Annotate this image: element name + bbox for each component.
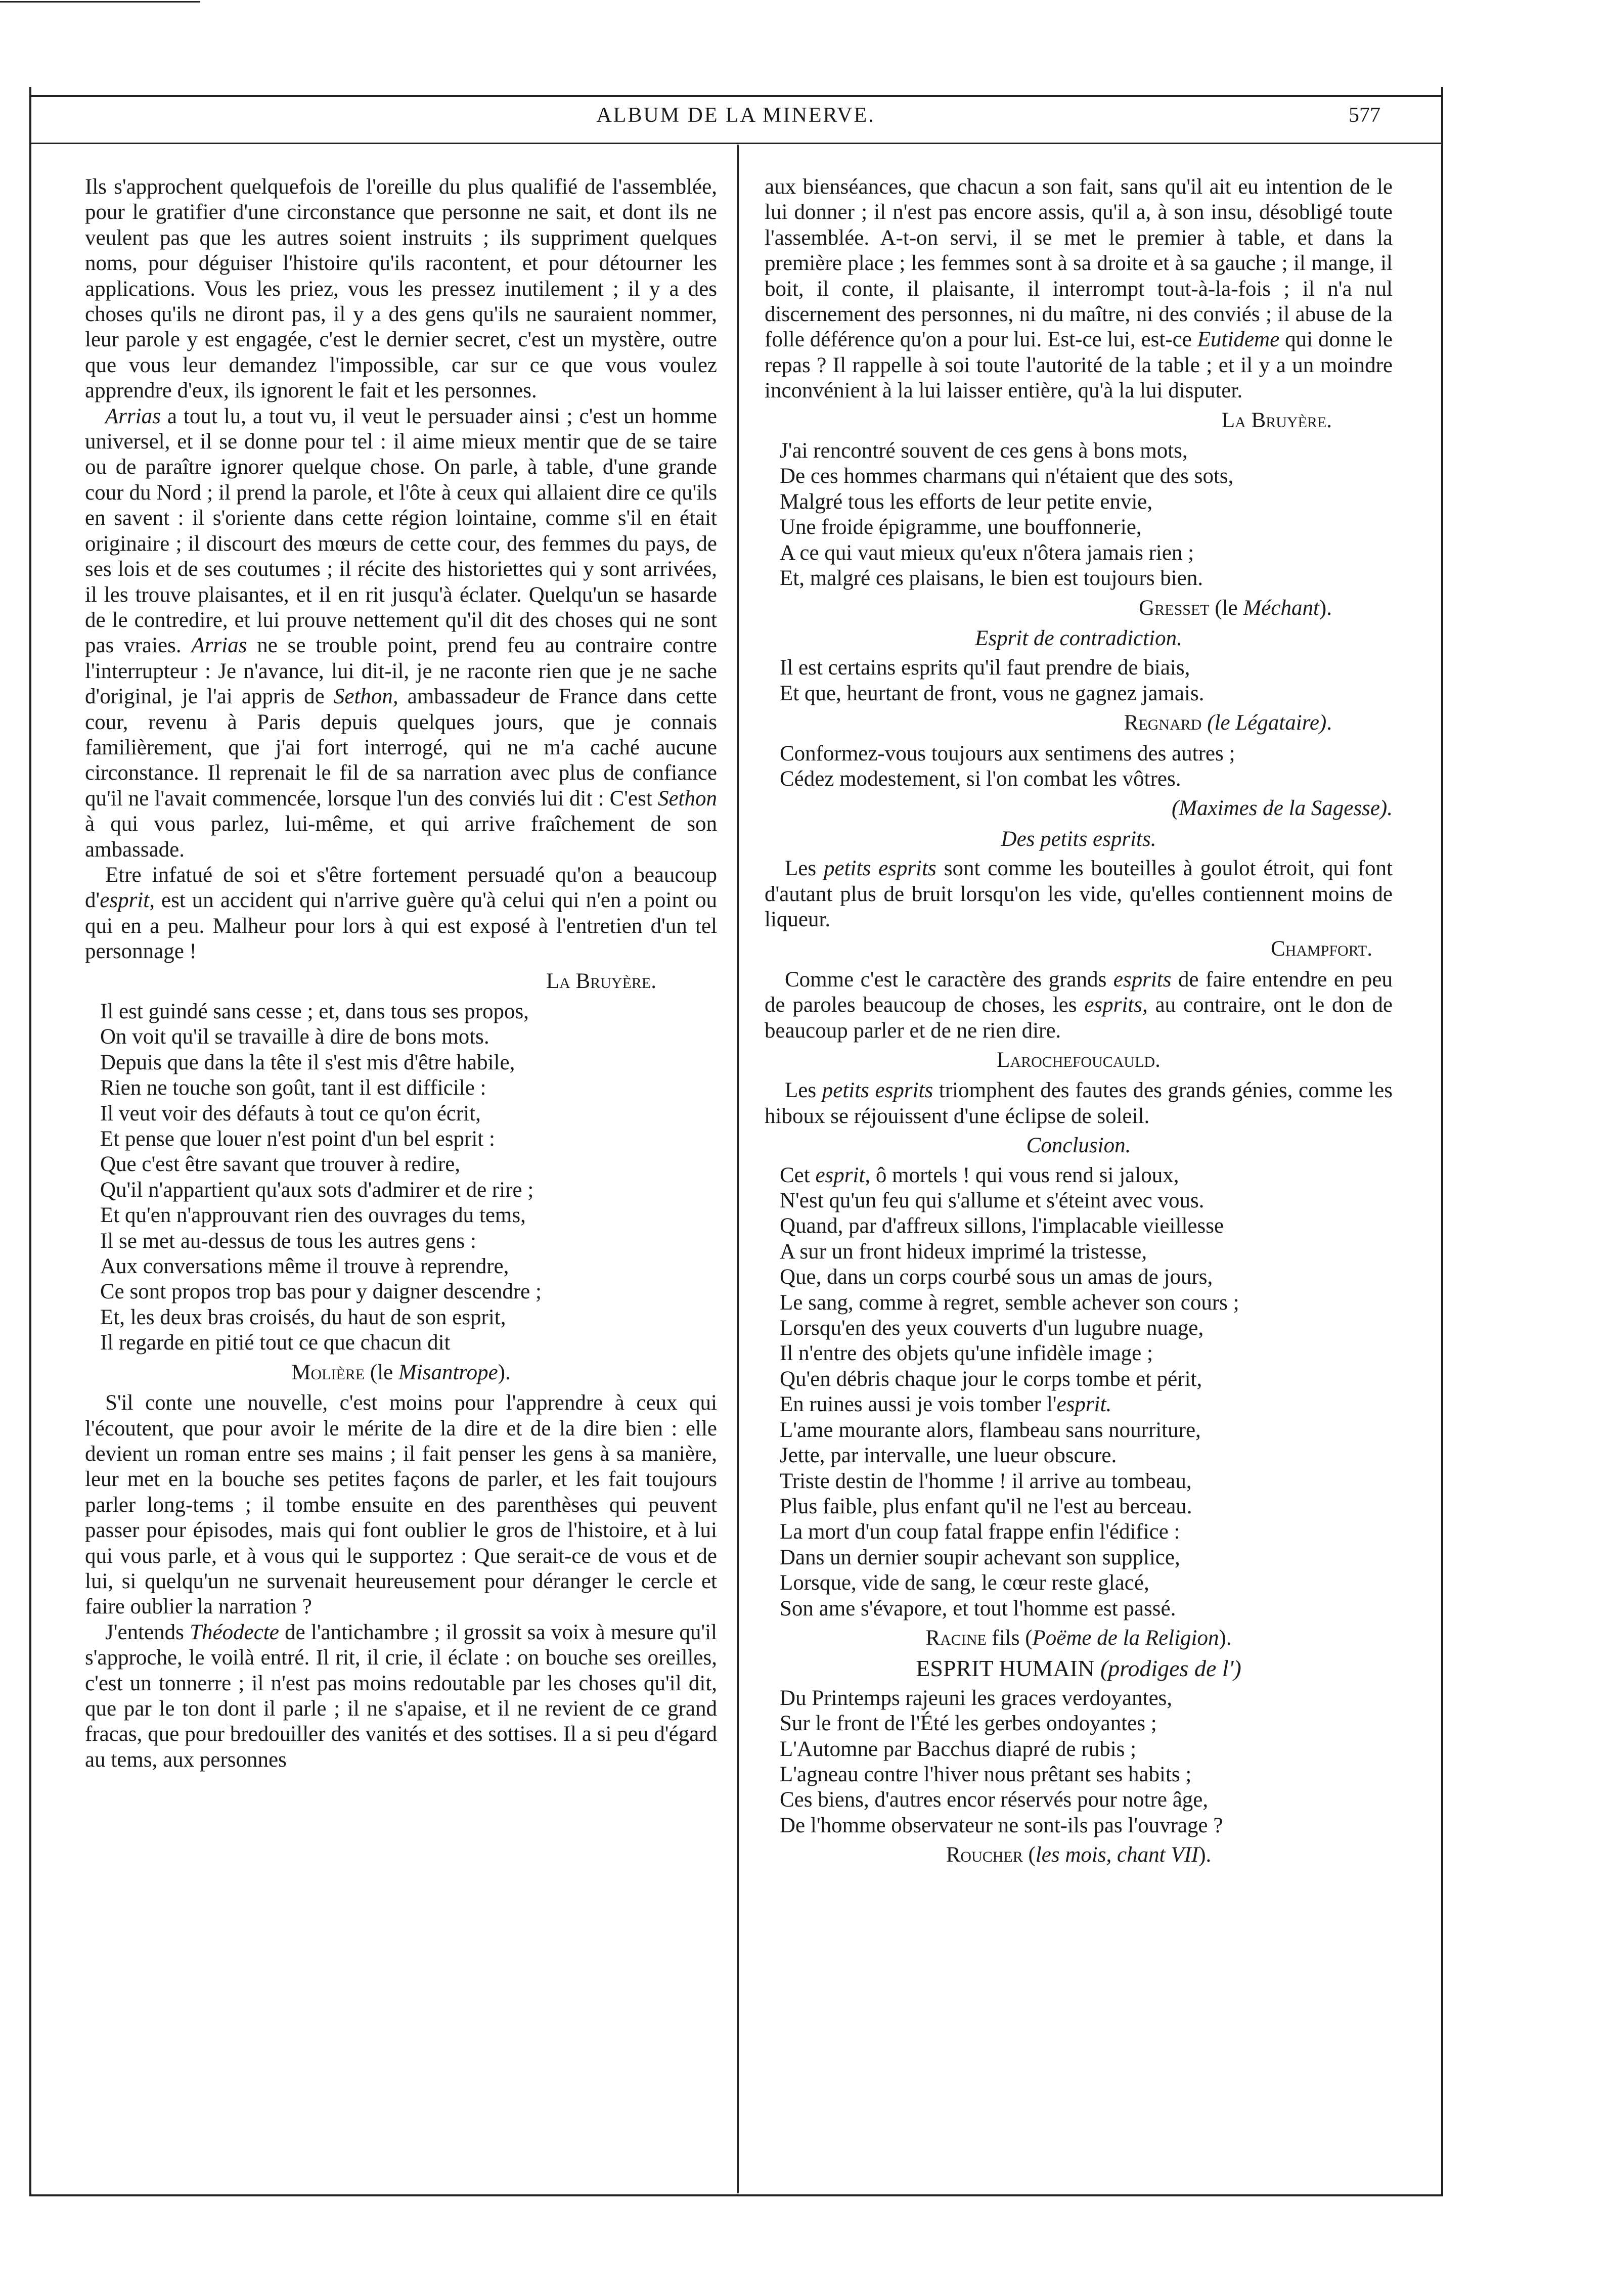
verse-line: Son ame s'évapore, et tout l'homme est passé.	[780, 1596, 1176, 1620]
right-column	[765, 174, 1393, 1873]
left-column	[85, 174, 717, 1773]
page-number: 577	[1349, 104, 1380, 127]
verse-line: Le sang, comme à regret, semble achever son cours ;	[780, 1290, 1239, 1315]
verse-line: J'ai rencontré souvent de ces gens à bons mots,	[780, 439, 1188, 463]
attribution: Larochefoucauld.	[997, 1048, 1161, 1072]
verse-line: Ce sont propos trop bas pour y daigner descendre ;	[100, 1280, 542, 1304]
verse-line: Plus faible, plus enfant qu'il ne l'est au berceau.	[780, 1494, 1192, 1518]
header-rule-bottom	[29, 143, 1443, 144]
section-title: Des petits esprits.	[1001, 827, 1156, 851]
verse-line: Il n'entre des objets qu'une infidèle image ;	[780, 1341, 1153, 1366]
paragraph: aux bienséances, que chacun a son fait, sans qu'il ait eu intention de le lui donner ; il n'est pas encore assis, qu'il a, à son insu, désobligé toute l'assemblée. A-t-on servi, il se met le premier à table, et dans la première place ; les femmes sont à sa droite et à sa gauche ; il mange, il boit, il conte, il plaisante, il interrompt tout-à-la-fois ; il n'a nul discernement des personnes, ni du maître, ni des conviés ; il abuse de la folle déférence qu'on a pour lui. Est-ce lui, est-ce Eutideme qui donne le repas ? Il rappelle à soi toute l'autorité de la table ; et il y a un moindre inconvénient à la lui laisser entière, qu'à la lui disputer.	[765, 175, 1393, 403]
attribution: La Bruyère.	[546, 969, 656, 993]
character-name: Sethon,	[333, 685, 398, 709]
verse-line: Qu'il n'appartient qu'aux sots d'admirer et de rire ;	[100, 1178, 534, 1202]
paragraph: Comme c'est le caractère des grands esprits de faire entendre en peu de paroles beaucoup de choses, les esprits, au contraire, ont le don de beaucoup parler et de ne rien dire.	[765, 967, 1393, 1043]
poem	[780, 438, 1393, 591]
character-name: Eutideme	[1197, 328, 1280, 352]
verse-line: Conformez-vous toujours aux sentimens des autres ;	[780, 741, 1235, 766]
running-header	[30, 99, 1441, 142]
verse-line: Depuis que dans la tête il s'est mis d'être habile,	[100, 1050, 515, 1074]
verse-line: Et pense que louer n'est point d'un bel esprit :	[100, 1127, 495, 1151]
character-name: Arrias	[105, 404, 161, 428]
verse-line: Qu'en débris chaque jour le corps tombe et périt,	[780, 1367, 1202, 1391]
verse-line: Rien ne touche son goût, tant il est difficile :	[100, 1076, 486, 1100]
section-title: ESPRIT HUMAIN (prodiges de l')	[916, 1655, 1241, 1682]
verse-line: Il est guindé sans cesse ; et, dans tous ses propos,	[100, 1000, 529, 1023]
verse-line: On voit qu'il se travaille à dire de bons mots.	[100, 1025, 489, 1049]
journal-title: ALBUM DE LA MINERVE.	[596, 104, 875, 127]
paragraph: Les petits esprits sont comme les bouteilles à goulot étroit, qui font d'autant plus de bruit lorsqu'on les vide, qu'elles contiennent moins de liqueur.	[765, 857, 1393, 931]
verse-line: Lorsqu'en des yeux couverts d'un lugubre nuage,	[780, 1316, 1204, 1340]
character-name: Arrias	[191, 634, 247, 658]
poem	[780, 741, 1393, 792]
verse-line: Malgré tous les efforts de leur petite envie,	[780, 489, 1153, 514]
attribution: Champfort.	[1270, 937, 1372, 961]
verse-line: L'agneau contre l'hiver nous prêtant ses habits ;	[780, 1762, 1192, 1786]
character-name: Sethon	[657, 786, 717, 811]
verse-line: Et que, heurtant de front, vous ne gagnez jamais.	[780, 681, 1204, 705]
header-rule-top	[29, 95, 1443, 97]
paragraph: Arrias a tout lu, a tout vu, il veut le persuader ainsi ; c'est un homme universel, et il se donne pour tel : il aime mieux mentir que de se taire ou de paraître ignorer quelque chose. On parle, à table, d'une grande cour du Nord ; il prend la parole, et l'ôte à ceux qui allaient dire ce qu'ils en savent : il s'oriente dans cette région lointaine, comme s'il en était originaire ; il discourt des mœurs de cette cour, des femmes du pays, de ses lois et de ses coutumes ; il récite des historiettes qui y sont arrivées, il les trouve plaisantes, et il en rit jusqu'à éclater. Quelqu'un se hasarde de le contredire, et lui prouve nettement qu'il dit des choses qui ne sont pas vraies. Arrias ne se trouble point, prend feu au contraire contre l'interrupteur : Je n'avance, lui dit-il, je ne raconte rien que je ne sache d'original, je l'ai appris de Sethon, ambassadeur de France dans cette cour, revenu à Paris depuis quelques jours, que je connais familièrement, que j'ai fort interrogé, qui ne m'a caché aucune circonstance. Il reprenait le fil de sa narration avec plus de confiance qu'il ne l'avait commencée, lorsque l'un des conviés lui dit : C'est Sethon à qui vous parlez, lui-même, et qui arrive fraîchement de son ambassade.	[85, 404, 717, 862]
verse-line: L'ame mourante alors, flambeau sans nourriture,	[780, 1418, 1201, 1442]
verse-line: Aux conversations même il trouve à reprendre,	[100, 1254, 509, 1279]
verse-line: Il veut voir des défauts à tout ce qu'on écrit,	[100, 1101, 481, 1126]
verse-line: A sur un front hideux imprimé la tristesse,	[780, 1239, 1147, 1264]
column-divider	[737, 145, 739, 2193]
poem	[100, 999, 717, 1356]
verse-line: Jette, par intervalle, une lueur obscure.	[780, 1444, 1117, 1468]
verse-line: A ce qui vaut mieux qu'eux n'ôtera jamais rien ;	[780, 541, 1194, 565]
verse-line: L'Automne par Bacchus diapré de rubis ;	[780, 1737, 1137, 1761]
verse-line: Et qu'en n'approuvant rien des ouvrages du tems,	[100, 1203, 526, 1228]
verse-line: N'est qu'un feu qui s'allume et s'éteint avec vous.	[780, 1189, 1204, 1213]
verse-line: Sur le front de l'Été les gerbes ondoyantes ;	[780, 1712, 1157, 1736]
paragraph: Ils s'approchent quelquefois de l'oreille du plus qualifié de l'assemblée, pour le gratifier d'une circonstance que personne ne sait, et dont ils ne veulent pas que les autres soient instruits ; ils suppriment quelques noms, pour déguiser l'histoire qu'ils racontent, et pour détourner les applications. Vous les priez, vous les pressez inutilement ; il y a des choses qu'ils ne diront pas, il y a des gens qu'ils ne sauraient nommer, leur parole y est engagée, c'est le dernier secret, c'est un mystère, outre que vous leur demandez l'impossible, car sur ce que vous voulez apprendre d'eux, ils ignorent le fait et les personnes.	[85, 175, 717, 403]
poem	[780, 655, 1393, 706]
verse-line: Dans un dernier soupir achevant son supplice,	[780, 1545, 1180, 1569]
paragraph: J'entends Théodecte de l'antichambre ; il grossit sa voix à mesure qu'il s'approche, le voilà entré. Il rit, il crie, il éclate : on bouche ses oreilles, c'est un tonnerre ; il n'est pas moins redoutable par les choses qu'il dit, que par le ton dont il parle ; il ne s'apaise, et il ne revient de ce grand fracas, que pour bredouiller des vanités et des sottises. Il a si peu d'égard au tems, aux personnes	[85, 1620, 717, 1772]
verse-line: Quand, par d'affreux sillons, l'implacable vieillesse	[780, 1214, 1224, 1238]
verse-line: Cédez modestement, si l'on combat les vôtres.	[780, 767, 1181, 791]
section-title: Esprit de contradiction.	[975, 626, 1182, 650]
section-title: Conclusion.	[1026, 1134, 1131, 1158]
attribution: La Bruyère.	[1221, 408, 1332, 432]
verse-line: La mort d'un coup fatal frappe enfin l'édifice :	[780, 1520, 1180, 1544]
verse-line: Que, dans un corps courbé sous un amas de jours,	[780, 1265, 1213, 1289]
paragraph: S'il conte une nouvelle, c'est moins pour l'apprendre à ceux qui l'écoutent, que pour avoir le mérite de la dire et de la dire bien : elle devient un roman entre ses mains ; il fait penser les gens à sa manière, leur met en la bouche ses petites façons de parler, et les fait toujours parler long-tems ; il tombe ensuite en des parenthèses qui peuvent passer pour épisodes, mais qui font oublier le gros de l'histoire, et à lui qui vous parle, et à vous qui le supportez : Que serait-ce de vous et de lui, si quelqu'un ne survenait heureusement pour déranger le cercle et faire oublier la narration ?	[85, 1391, 717, 1619]
verse-line: Et, les deux bras croisés, du haut de son esprit,	[100, 1305, 506, 1329]
verse-line: Il est certains esprits qu'il faut prendre de biais,	[780, 656, 1190, 680]
verse-line: Du Printemps rajeuni les graces verdoyantes,	[780, 1686, 1173, 1710]
paragraph: Les petits esprits triomphent des fautes des grands génies, comme les hiboux se réjouissent d'une éclipse de soleil.	[765, 1078, 1393, 1128]
verse-line: De ces hommes charmans qui n'étaient que des sots,	[780, 464, 1234, 488]
verse-line: Et, malgré ces plaisans, le bien est toujours bien.	[780, 566, 1203, 591]
verse-line: Triste destin de l'homme ! il arrive au tombeau,	[780, 1469, 1192, 1493]
poem	[780, 1163, 1393, 1622]
poem	[780, 1686, 1393, 1838]
paragraph: Etre infatué de soi et s'être fortement persuadé qu'on a beaucoup d'esprit, est un accident qui n'arrive guère qu'à celui qui n'en a point ou qui en a peu. Malheur pour lors à qui est exposé à l'entretien d'un tel personnage !	[85, 863, 717, 964]
verse-line: Que c'est être savant que trouver à redire,	[100, 1152, 461, 1177]
verse-line: Une froide épigramme, une bouffonnerie,	[780, 515, 1142, 539]
verse-line: Il se met au-dessus de tous les autres gens :	[100, 1229, 476, 1253]
attribution: Roucher (les mois, chant VII).	[946, 1843, 1212, 1867]
verse-line: Lorsque, vide de sang, le cœur reste glacé,	[780, 1571, 1149, 1595]
attribution: Regnard (le Légataire).	[1124, 711, 1332, 735]
verse-line: Il regarde en pitié tout ce que chacun dit	[100, 1331, 451, 1355]
attribution: (Maximes de la Sagesse).	[1171, 796, 1393, 821]
verse-line: En ruines aussi je vois tomber l'esprit.	[780, 1392, 1112, 1417]
attribution: Molière (le Misantrope).	[291, 1360, 511, 1384]
attribution: Racine fils (Poëme de la Religion).	[925, 1626, 1232, 1650]
attribution: Gresset (le Méchant).	[1139, 596, 1332, 620]
verse-line: De l'homme observateur ne sont-ils pas l'ouvrage ?	[780, 1813, 1223, 1837]
verse-line: Ces biens, d'autres encor réservés pour notre âge,	[780, 1788, 1209, 1812]
corner-rule	[0, 1, 200, 3]
character-name: Théodecte	[190, 1620, 279, 1644]
verse-line: Cet esprit, ô mortels ! qui vous rend si jaloux,	[780, 1163, 1179, 1187]
